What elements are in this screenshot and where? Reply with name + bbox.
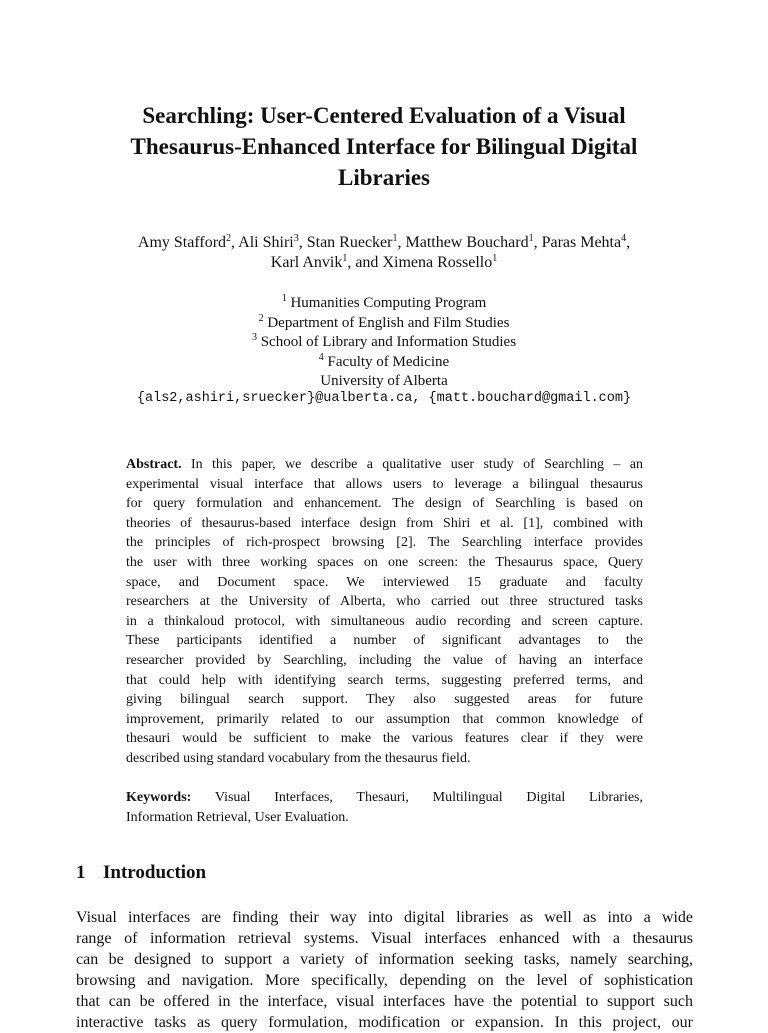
author-affil-mark: 2 [226,233,232,244]
author-affil-mark: 1 [528,233,534,244]
introduction-body [76,907,693,1033]
author-separator: , [533,234,542,251]
abstract-line: for query formulation and enhancement. The design of Searchling is based on [126,496,643,512]
author-separator: , [347,254,356,271]
body-line: Visual interfaces are finding their way into digital libraries as well as into a wide [76,909,693,926]
affiliation [60,353,708,373]
abstract-label: Abstract. [126,457,182,472]
abstract-line: that could help with identifying search terms, suggesting preferred terms, and [126,672,643,688]
affiliation-name: Faculty of Medicine [327,353,450,370]
title-line: Thesaurus-Enhanced Interface for Bilingual Digital [130,134,638,159]
author-name: Stan Ruecker [306,234,393,251]
keywords [126,788,643,827]
affiliation [60,333,708,353]
body-line: browsing and navigation. More specifically, depending on the level of sophistication [76,972,693,989]
abstract-line: space, and Document space. We interviewed 15 graduate and faculty [126,574,643,590]
affiliation-name: School of Library and Information Studies [260,334,517,350]
keywords-line [126,788,643,808]
abstract-line: researchers at the University of Alberta, who carried out three structured tasks [126,594,643,610]
affiliation-list [60,294,708,392]
abstract-line: the principles of rich-prospect browsing [2]. The Searchling interface provides [126,535,643,551]
university: University of Alberta [320,373,448,389]
keywords-text: Visual Interfaces, Thesauri, Multilingual Digital Libraries, [214,790,644,805]
body-line: range of information retrieval systems. Visual interfaces enhanced with a thesaurus [76,930,693,947]
abstract-line: researcher provided by Searchling, including the value of having an interface [126,652,643,668]
body-line: that can be offered in the interface, visual interfaces have the potential to support such [76,993,693,1010]
author-affil-mark: 1 [492,253,498,264]
author-name: Amy Stafford [137,234,227,251]
abstract-text: In this paper, we describe a qualitative user study of Searchling – an [190,457,643,472]
author-separator: , [626,234,631,251]
affiliation-mark: 1 [281,293,287,304]
affiliation-name: Department of English and Film Studies [267,314,510,331]
author-separator: , [298,234,307,251]
abstract-line: giving bilingual search support. They also suggested areas for future [126,692,643,708]
affiliation-mark: 3 [251,332,257,343]
author-separator: , [231,234,239,251]
email-addresses: {als2,ashiri,sruecker}@ualberta.ca, {matt.bouchard@gmail.com} [136,391,632,406]
author-affil-mark: 1 [342,253,348,264]
author-line-1 [40,233,728,253]
section-title: Introduction [103,862,207,883]
author-separator: , [397,234,406,251]
author-affil-mark: 3 [293,233,299,244]
author-affil-mark: 4 [621,233,627,244]
author-name: Ali Shiri [238,234,294,251]
author-name: Karl Anvik [270,254,343,271]
keywords-label: Keywords: [126,790,192,805]
author-list [40,233,728,273]
abstract-line: the user with three working spaces on one screen: the Thesaurus space, Query [126,554,643,570]
abstract-line: These participants identified a number of significant advantages to the [126,633,643,649]
body-line: interactive tasks as query formulation, modification or expansion. In this project, our [76,1014,693,1031]
abstract-line [126,455,643,475]
abstract-line: experimental visual interface that allows users to leverage a bilingual thesaurus [126,476,643,492]
abstract-line: thesauri would be sufficient to make the various features clear if they were [126,731,643,747]
author-name: Paras Mehta [541,234,622,251]
body-line: can be designed to support a variety of information seeking tasks, namely searching, [76,951,693,968]
abstract-line: improvement, primarily related to our assumption that common knowledge of [126,711,643,727]
abstract [126,455,643,769]
abstract-line: theories of thesaurus-based interface design from Shiri et al. [1], combined with [126,515,643,531]
keywords-line: Information Retrieval, User Evaluation. [126,809,349,825]
author-name: Matthew Bouchard [405,234,529,251]
section-heading [76,862,206,884]
affiliation-mark: 2 [258,312,264,324]
section-number: 1 [76,862,86,883]
author-line-2 [40,253,728,273]
paper-title [60,100,708,193]
abstract-line: described using standard vocabulary from the thesaurus field. [126,750,471,766]
author-name: Ximena Rossello [382,254,493,271]
author-and: and [355,254,383,271]
affiliation-name: Humanities Computing Program [290,295,487,311]
affiliation [60,314,708,334]
title-line: Searchling: User-Centered Evaluation of a Visual [142,103,626,128]
affiliation-mark: 4 [318,351,324,363]
affiliation [60,294,708,314]
abstract-line: in a thinkaloud protocol, with simultaneous audio recording and screen capture. [126,613,643,629]
author-affil-mark: 1 [392,233,398,244]
title-line: Libraries [338,165,430,190]
